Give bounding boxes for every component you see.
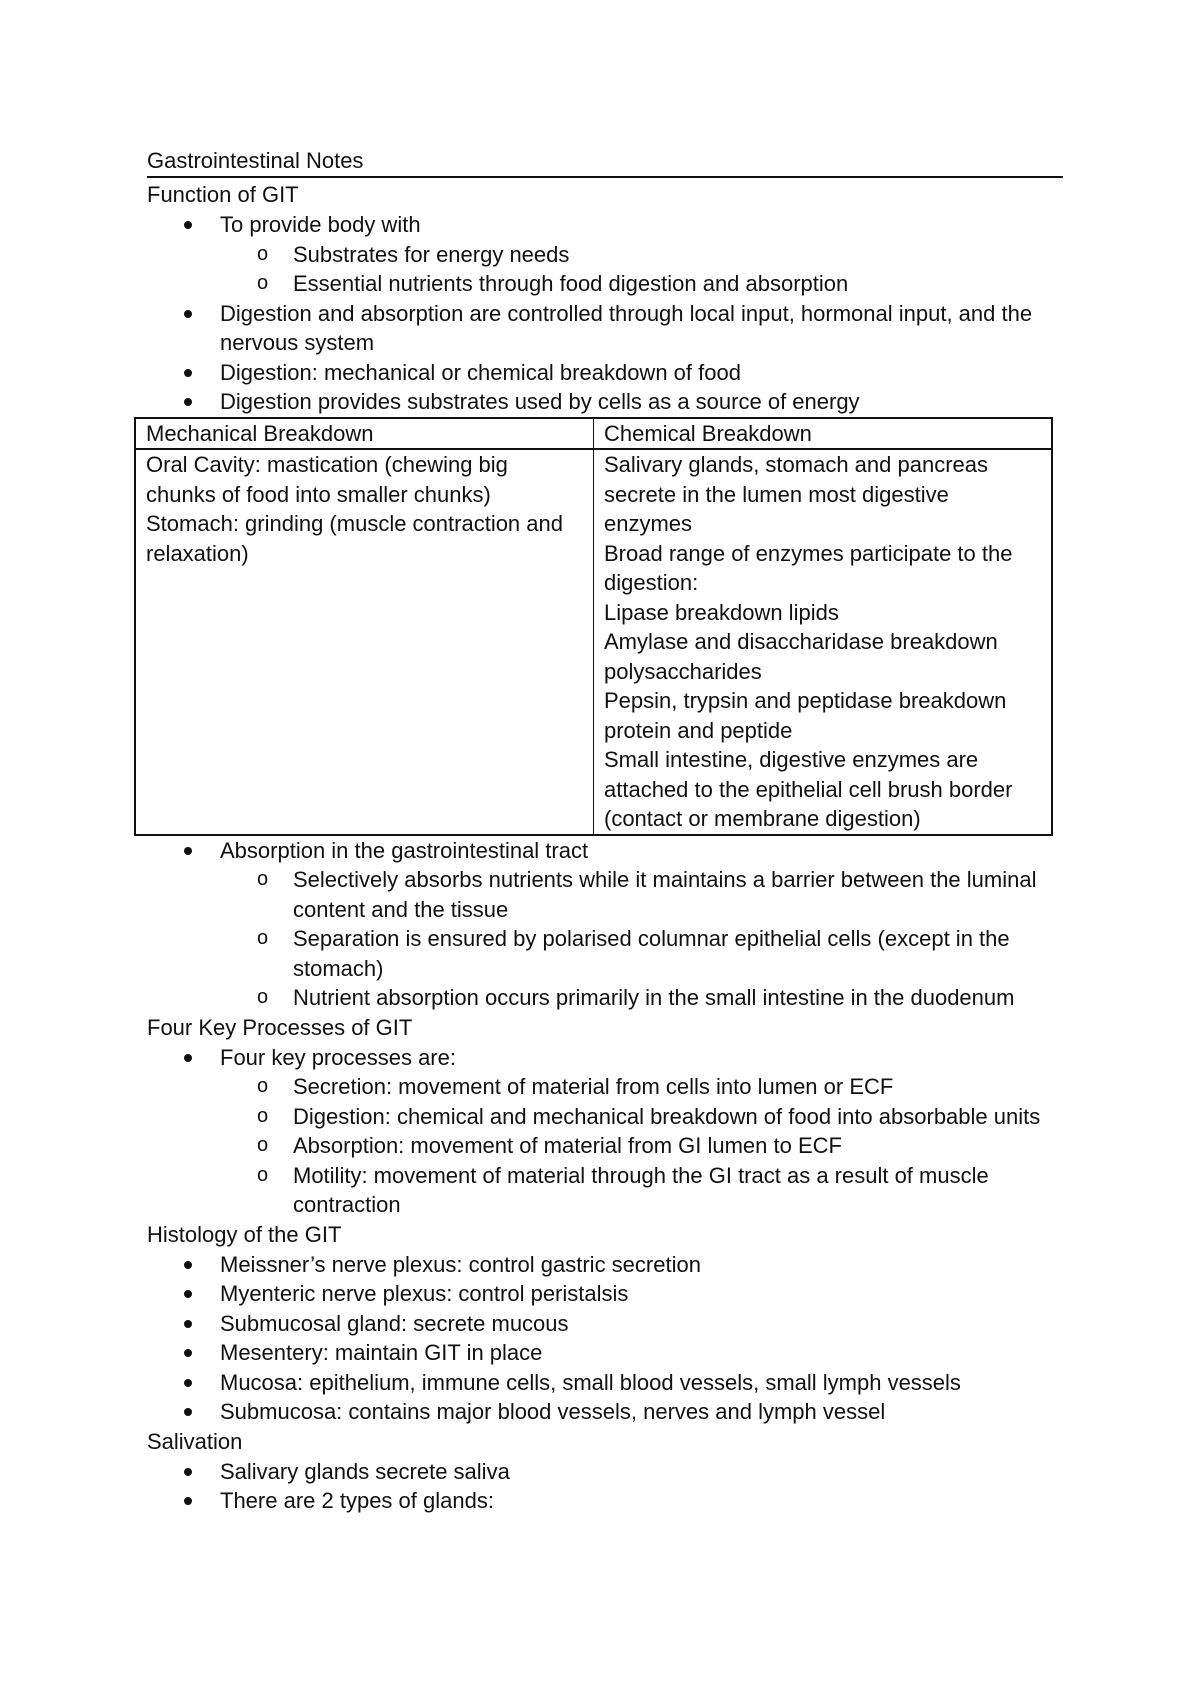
sub-bullet-item: o Substrates for energy needs xyxy=(147,240,1063,270)
bullet-item: Digestion and absorption are controlled through local input, hormonal input, and the nervous system xyxy=(147,299,1063,358)
histology-list xyxy=(147,1250,1063,1427)
bullet-item: There are 2 types of glands: xyxy=(147,1486,1063,1516)
document-title: Gastrointestinal Notes xyxy=(147,146,1063,178)
section-heading-salivation: Salivation xyxy=(147,1428,243,1454)
bullet-item: To provide body with xyxy=(147,210,1063,240)
section-heading-processes: Four Key Processes of GIT xyxy=(147,1014,413,1040)
bullet-item: Meissner’s nerve plexus: control gastric secretion xyxy=(147,1250,1063,1280)
bullet-item: Digestion provides substrates used by cells as a source of energy xyxy=(147,387,1063,417)
bullet-item: Myenteric nerve plexus: control peristalsis xyxy=(147,1279,1063,1309)
salivation-list xyxy=(147,1457,1063,1516)
bullet-item: Four key processes are: xyxy=(147,1043,1063,1073)
sub-bullet-item: o Digestion: chemical and mechanical breakdown of food into absorbable units xyxy=(147,1102,1063,1132)
function-list xyxy=(147,210,1063,417)
table-cell-line: Oral Cavity: mastication (chewing big chunks of food into smaller chunks) xyxy=(146,452,508,507)
bullet-item: Absorption in the gastrointestinal tract xyxy=(147,836,1063,866)
bullet-item: Digestion: mechanical or chemical breakdown of food xyxy=(147,358,1063,388)
bullet-item: Submucosal gland: secrete mucous xyxy=(147,1309,1063,1339)
table-cell-line: Salivary glands, stomach and pancreas secrete in the lumen most digestive enzymes xyxy=(604,452,988,536)
table-cell-line: Stomach: grinding (muscle contraction and relaxation) xyxy=(146,511,563,566)
bullet-item: Submucosa: contains major blood vessels, nerves and lymph vessel xyxy=(147,1397,1063,1427)
table-cell-line: Broad range of enzymes participate to the digestion: xyxy=(604,540,1013,595)
sub-bullet-item: o Nutrient absorption occurs primarily in the small intestine in the duodenum xyxy=(147,983,1063,1013)
table-cell-line: Amylase and disaccharidase breakdown polysaccharides xyxy=(604,629,998,684)
sub-bullet-item: o Separation is ensured by polarised columnar epithelial cells (except in the stomach) xyxy=(147,924,1063,983)
table-header-chemical: Chemical Breakdown xyxy=(594,418,1053,450)
sub-bullet-item: o Motility: movement of material through the GI tract as a result of muscle contraction xyxy=(147,1161,1063,1220)
sub-bullet-item: o Absorption: movement of material from GI lumen to ECF xyxy=(147,1131,1063,1161)
breakdown-table xyxy=(134,417,1053,836)
section-heading-histology: Histology of the GIT xyxy=(147,1221,342,1247)
section-heading-function: Function of GIT xyxy=(147,182,299,207)
bullet-item: Mesentery: maintain GIT in place xyxy=(147,1338,1063,1368)
table-cell-line: Lipase breakdown lipids xyxy=(604,599,839,625)
absorption-list xyxy=(147,836,1063,1013)
sub-bullet-item: o Essential nutrients through food digestion and absorption xyxy=(147,269,1063,299)
table-cell-line: Small intestine, digestive enzymes are attached to the epithelial cell brush border (contact or membrane digestion) xyxy=(604,747,1013,831)
processes-list xyxy=(147,1043,1063,1220)
mechanical-cell xyxy=(135,449,594,835)
document-page xyxy=(147,146,1063,1516)
table-cell-line: Pepsin, trypsin and peptidase breakdown protein and peptide xyxy=(604,688,1007,743)
sub-bullet-item: o Secretion: movement of material from cells into lumen or ECF xyxy=(147,1072,1063,1102)
chemical-cell xyxy=(594,449,1053,835)
bullet-item: Mucosa: epithelium, immune cells, small blood vessels, small lymph vessels xyxy=(147,1368,1063,1398)
table-header-mechanical: Mechanical Breakdown xyxy=(135,418,594,450)
bullet-item: Salivary glands secrete saliva xyxy=(147,1457,1063,1487)
sub-bullet-item: o Selectively absorbs nutrients while it maintains a barrier between the luminal content and the tissue xyxy=(147,865,1063,924)
